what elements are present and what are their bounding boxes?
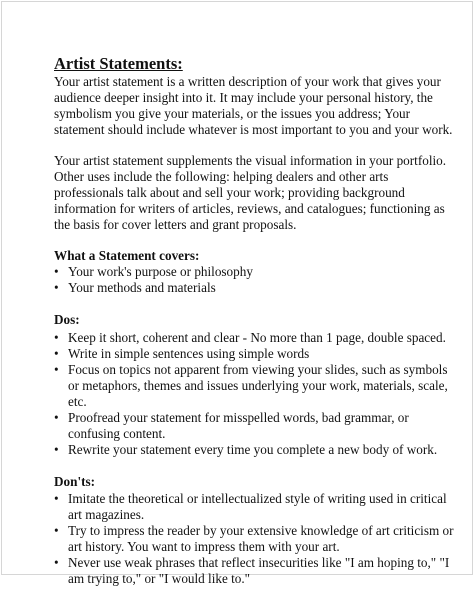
- list-item-text: Write in simple sentences using simple words: [68, 346, 310, 361]
- list-item: [54, 330, 459, 346]
- list-item-text: Proofread your statement for misspelled words, bad grammar, or confusing content.: [68, 410, 409, 441]
- list-item: [54, 264, 459, 280]
- list-item: [54, 346, 459, 362]
- covers-heading: What a Statement covers:: [54, 248, 200, 263]
- list-item-text: Imitate the theoretical or intellectualized style of writing used in critical art magazines.: [68, 491, 447, 522]
- document-page: [1, 1, 473, 586]
- dos-section: [54, 312, 459, 458]
- donts-section: [54, 474, 459, 587]
- list-item: [54, 491, 459, 523]
- list-item: [54, 442, 459, 458]
- bullet-icon: •: [54, 280, 59, 295]
- bullet-icon: •: [54, 523, 59, 538]
- list-item-text: Your methods and materials: [68, 280, 216, 295]
- list-item: [54, 410, 459, 442]
- bullet-icon: •: [54, 555, 59, 570]
- bullet-icon: •: [54, 410, 59, 425]
- bullet-icon: •: [54, 330, 59, 345]
- document-content: [54, 54, 459, 603]
- bullet-icon: •: [54, 362, 59, 377]
- list-item: [54, 555, 459, 587]
- covers-section: [54, 248, 459, 296]
- bullet-icon: •: [54, 264, 59, 279]
- bullet-icon: •: [54, 442, 59, 457]
- list-item: [54, 280, 459, 296]
- uses-paragraph: Your artist statement supplements the visual information in your portfolio. Other uses include the following: helping dealers and other arts professionals talk about and sell your work; providing background information for writers of articles, reviews, and catalogues; functioning as the basis for cover letters and grant proposals.: [54, 153, 447, 232]
- donts-heading: Don'ts:: [54, 474, 96, 489]
- document-title: Artist Statements:: [54, 54, 183, 73]
- list-item-text: Try to impress the reader by your extensive knowledge of art criticism or art history. You want to impress them with your art.: [68, 523, 454, 554]
- list-item-text: Focus on topics not apparent from viewing your slides, such as symbols or metaphors, themes and issues underlying your work, materials, scale, etc.: [68, 362, 448, 409]
- list-item-text: Your work's purpose or philosophy: [68, 264, 253, 279]
- dos-list: [54, 330, 459, 458]
- donts-list: [54, 491, 459, 587]
- list-item: [54, 362, 459, 410]
- dos-heading: Dos:: [54, 312, 80, 327]
- list-item-text: Keep it short, coherent and clear - No more than 1 page, double spaced.: [68, 330, 446, 345]
- covers-list: [54, 264, 459, 296]
- intro-paragraph: Your artist statement is a written description of your work that gives your audience deeper insight into it. It may include your personal history, the symbolism you give your materials, or the issues you address; Your statement should include whatever is most important to you and your work.: [54, 74, 453, 137]
- bullet-icon: •: [54, 491, 59, 506]
- list-item: [54, 523, 459, 555]
- list-item-text: Never use weak phrases that reflect insecurities like "I am hoping to," "I am trying to," or "I would like to.": [68, 555, 450, 586]
- list-item-text: Rewrite your statement every time you complete a new body of work.: [68, 442, 438, 457]
- bullet-icon: •: [54, 346, 59, 361]
